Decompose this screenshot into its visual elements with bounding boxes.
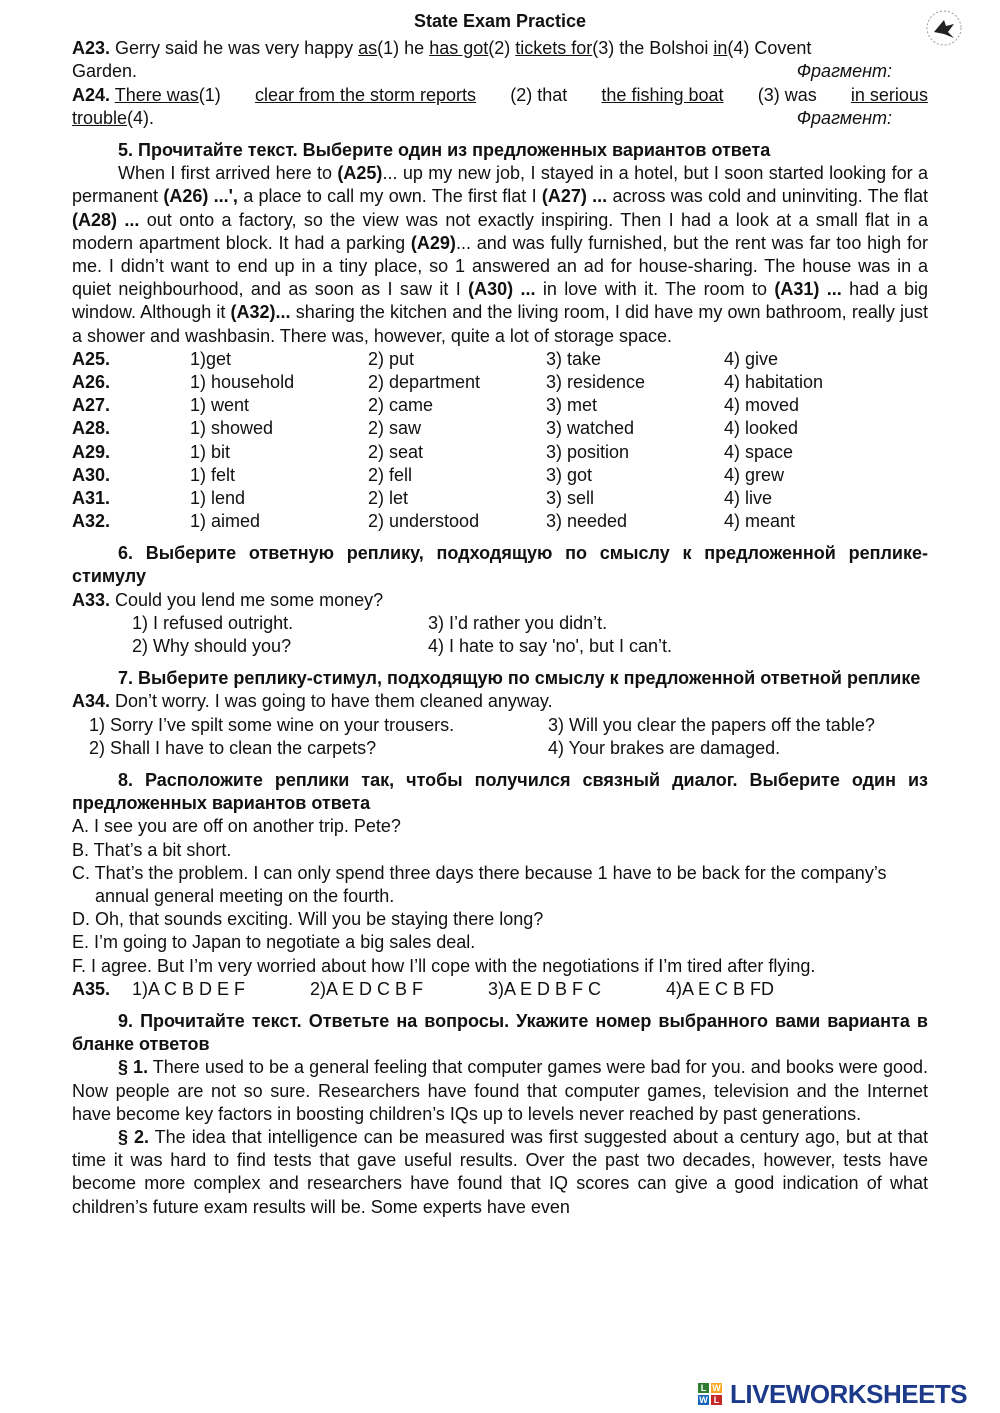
question-a23-line1: A23. Gerry said he was very happy as(1) he has got(2) tickets for(3) the Bolshoi in(4) Covent bbox=[72, 38, 812, 59]
question-a24-line2: trouble(4). Фрагмент: bbox=[72, 107, 928, 130]
question-a34: A34. Don’t worry. I was going to have them cleaned anyway. bbox=[72, 691, 553, 712]
section-8-title: 8. Расположите реплики так, чтобы получился связный диалог. Выберите один из предложенных вариантов ответа bbox=[72, 770, 928, 814]
publisher-logo-icon bbox=[924, 8, 964, 48]
option-row: A26. 1) household 2) department 3) residence 4) habitation bbox=[72, 371, 824, 392]
dialogue-line: D. Oh, that sounds exciting. Will you be staying there long? bbox=[72, 909, 544, 930]
question-a33: A33. Could you lend me some money? bbox=[72, 589, 384, 610]
section-6-title: 6. Выберите ответную реплику, подходящую по смыслу к предложенной реплике-стимулу bbox=[72, 543, 928, 587]
option-row: A32. 1) aimed 2) understood 3) needed 4) meant bbox=[72, 511, 796, 532]
question-a23-line2: Garden. Фрагмент: bbox=[72, 60, 928, 83]
option-row: 1) Sorry I’ve spilt some wine on your trousers. 3) Will you clear the papers off the table? bbox=[89, 714, 875, 735]
option-row: A30. 1) felt 2) fell 3) got 4) grew bbox=[72, 464, 785, 485]
option-row: 1) I refused outright. 3) I’d rather you didn’t. bbox=[132, 612, 608, 633]
page-title: State Exam Practice bbox=[413, 11, 587, 31]
paragraph-2: § 2. The idea that intelligence can be measured was first suggested about a century ago, but at that time it was hard to find tests that gave useful results. Over the past two decades, however, tests have become more complex and researchers have found that IQ scores can give a good indication of what children’s future exam results will be. Some experts have even bbox=[72, 1127, 928, 1217]
option-row: 2) Shall I have to clean the carpets? 4) Your brakes are damaged. bbox=[89, 737, 781, 758]
question-label: A23. bbox=[72, 38, 111, 59]
section-5-options bbox=[72, 348, 928, 534]
fragment-label: Фрагмент: bbox=[796, 61, 892, 82]
question-a35: A35. 1)A C B D E F 2)A E D C B F 3)A E D B F C 4)A E C B FD bbox=[72, 978, 775, 999]
paragraph-1: § 1. There used to be a general feeling that computer games were bad for you. and books were good. Now people are not so sure. Researchers have found that computer games, television and the Internet have become key factors in boosting children’s IQs up to levels never reached by past generations. bbox=[72, 1057, 928, 1124]
dialogue-line: C. That’s the problem. I can only spend three days there because 1 have to be back for the company’s annual general meeting on the fourth. bbox=[72, 862, 887, 907]
dialogue-line: A. I see you are off on another trip. Pete? bbox=[72, 816, 401, 837]
dialogue-line: E. I’m going to Japan to negotiate a big sales deal. bbox=[72, 932, 476, 953]
dialogue-line: B. That’s a bit short. bbox=[72, 839, 232, 860]
section-7-title: 7. Выберите реплику-стимул, подходящую по смыслу к предложенной ответной реплике bbox=[118, 668, 921, 689]
section-5-title: 5. Прочитайте текст. Выберите один из предложенных вариантов ответа bbox=[118, 139, 771, 160]
question-label: A24. bbox=[72, 84, 111, 105]
option-row: A28. 1) showed 2) saw 3) watched 4) looked bbox=[72, 418, 799, 439]
dialogue-line: F. I agree. But I’m very worried about how I’ll cope with the negotiations if I’m tired after flying. bbox=[72, 955, 816, 976]
section-9-title: 9. Прочитайте текст. Ответьте на вопросы. Укажите номер выбранного вами варианта в бланке ответов bbox=[72, 1011, 928, 1055]
option-row: A29. 1) bit 2) seat 3) position 4) space bbox=[72, 441, 794, 462]
option-row: 2) Why should you? 4) I hate to say 'no', but I can’t. bbox=[132, 636, 673, 657]
fragment-label: Фрагмент: bbox=[796, 107, 892, 128]
worksheet-page bbox=[72, 10, 928, 1219]
liveworksheets-logo bbox=[698, 1379, 994, 1409]
option-row: A25. 1)get 2) put 3) take 4) give bbox=[72, 348, 779, 369]
option-row: A31. 1) lend 2) let 3) sell 4) live bbox=[72, 487, 773, 508]
liveworksheets-icon: L W W L bbox=[699, 1383, 721, 1405]
question-a24-line1: A24. There was(1) clear from the storm reports (2) that the fishing boat (3) was in serious bbox=[72, 84, 928, 105]
option-row: A27. 1) went 2) came 3) met 4) moved bbox=[72, 395, 800, 416]
section-5-text: When I first arrived here to (A25)... up my new job, I stayed in a hotel, but I soon started looking for a permanent (A26) ...', a place to call my own. The first flat I (A27) ... across was cold and uninviting. The flat (A28) ... out onto a factory, so the view was not exactly inspiring. Then I had a look at a small flat in a modern apartment block. It had a parking (A29)... and was fully furnished, but the rent was far too high for me. I didn’t want to end up in a tiny place, so 1 answered an ad for house-sharing. The house was in a quiet neighbourhood, and as soon as I saw it I (A30) ... in love with it. The room to (A31) ... had a big window. Although it (A32)... sharing the kitchen and the living room, I did have my own bathroom, really just a shower and washbasin. There was, however, quite a lot of storage space. bbox=[72, 163, 929, 346]
liveworksheets-brand: LIVEWORKSHEETS bbox=[730, 1379, 968, 1409]
